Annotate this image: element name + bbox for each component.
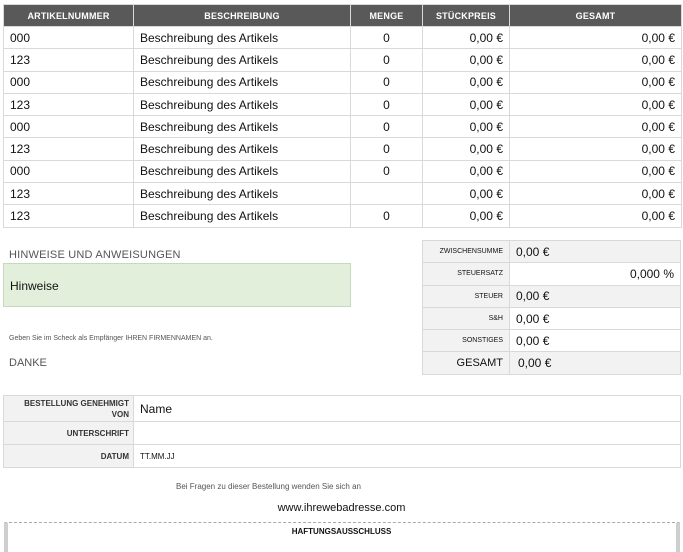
contact-line bbox=[0, 482, 683, 491]
item-description-cell[interactable]: Beschreibung des Artikels bbox=[134, 160, 351, 182]
item-unit-price-cell[interactable]: 0,00 € bbox=[423, 183, 510, 205]
table-row bbox=[4, 49, 682, 71]
date-row bbox=[4, 445, 681, 468]
contact-text: Bei Fragen zu dieser Bestellung wenden Sie sich an bbox=[176, 482, 361, 491]
approved-by-label: BESTELLUNG GENEHMIGT VON bbox=[4, 396, 134, 422]
item-number-cell[interactable]: 000 bbox=[4, 71, 134, 93]
item-quantity-cell[interactable]: 0 bbox=[351, 93, 423, 115]
shipping-value[interactable]: 0,00 € bbox=[510, 307, 681, 329]
date-field[interactable]: TT.MM.JJ bbox=[134, 445, 681, 468]
item-number-cell[interactable]: 123 bbox=[4, 93, 134, 115]
item-number-cell[interactable]: 123 bbox=[4, 205, 134, 227]
approved-by-row bbox=[4, 396, 681, 422]
tax-row bbox=[423, 285, 681, 307]
header-item-number: ARTIKELNUMMER bbox=[4, 5, 134, 27]
item-number-cell[interactable]: 123 bbox=[4, 183, 134, 205]
table-row bbox=[4, 205, 682, 227]
table-row bbox=[4, 183, 682, 205]
item-number-cell[interactable]: 000 bbox=[4, 116, 134, 138]
item-total-cell: 0,00 € bbox=[510, 27, 682, 49]
signature-field[interactable] bbox=[134, 422, 681, 445]
website-link[interactable]: www.ihrewebadresse.com bbox=[277, 502, 406, 514]
items-header-row bbox=[4, 5, 682, 27]
item-number-cell[interactable]: 000 bbox=[4, 160, 134, 182]
item-description-cell[interactable]: Beschreibung des Artikels bbox=[134, 116, 351, 138]
other-value[interactable]: 0,00 € bbox=[510, 330, 681, 352]
summary-table bbox=[422, 240, 681, 375]
item-quantity-cell[interactable]: 0 bbox=[351, 160, 423, 182]
table-row bbox=[4, 160, 682, 182]
approval-table bbox=[3, 395, 681, 468]
item-unit-price-cell[interactable]: 0,00 € bbox=[423, 116, 510, 138]
item-description-cell[interactable]: Beschreibung des Artikels bbox=[134, 49, 351, 71]
item-quantity-cell[interactable]: 0 bbox=[351, 116, 423, 138]
tax-label: STEUER bbox=[423, 285, 510, 307]
item-quantity-cell[interactable]: 0 bbox=[351, 27, 423, 49]
item-unit-price-cell[interactable]: 0,00 € bbox=[423, 71, 510, 93]
header-description: BESCHREIBUNG bbox=[134, 5, 351, 27]
other-label: SONSTIGES bbox=[423, 330, 510, 352]
grand-total-label: GESAMT bbox=[423, 352, 510, 374]
item-description-cell[interactable]: Beschreibung des Artikels bbox=[134, 93, 351, 115]
item-total-cell: 0,00 € bbox=[510, 71, 682, 93]
item-quantity-cell[interactable] bbox=[351, 183, 423, 205]
table-row bbox=[4, 116, 682, 138]
table-row bbox=[4, 27, 682, 49]
item-unit-price-cell[interactable]: 0,00 € bbox=[423, 205, 510, 227]
item-quantity-cell[interactable]: 0 bbox=[351, 49, 423, 71]
subtotal-value: 0,00 € bbox=[510, 241, 681, 263]
table-row bbox=[4, 93, 682, 115]
shipping-label: S&H bbox=[423, 307, 510, 329]
item-number-cell[interactable]: 123 bbox=[4, 138, 134, 160]
item-unit-price-cell[interactable]: 0,00 € bbox=[423, 27, 510, 49]
item-quantity-cell[interactable]: 0 bbox=[351, 71, 423, 93]
subtotal-label: ZWISCHENSUMME bbox=[423, 241, 510, 263]
item-quantity-cell[interactable]: 0 bbox=[351, 205, 423, 227]
approved-by-field[interactable]: Name bbox=[134, 396, 681, 422]
items-table bbox=[3, 4, 682, 228]
check-payee-note: Geben Sie im Scheck als Empfänger IHREN FIRMENNAMEN an. bbox=[9, 335, 213, 342]
signature-row bbox=[4, 422, 681, 445]
item-total-cell: 0,00 € bbox=[510, 160, 682, 182]
item-unit-price-cell[interactable]: 0,00 € bbox=[423, 160, 510, 182]
item-total-cell: 0,00 € bbox=[510, 205, 682, 227]
item-description-cell[interactable]: Beschreibung des Artikels bbox=[134, 183, 351, 205]
grand-total-value: 0,00 € bbox=[510, 352, 681, 374]
item-total-cell: 0,00 € bbox=[510, 93, 682, 115]
signature-label: UNTERSCHRIFT bbox=[4, 422, 134, 445]
tax-rate-row bbox=[423, 263, 681, 285]
item-description-cell[interactable]: Beschreibung des Artikels bbox=[134, 27, 351, 49]
item-number-cell[interactable]: 123 bbox=[4, 49, 134, 71]
shipping-row bbox=[423, 307, 681, 329]
other-row bbox=[423, 330, 681, 352]
item-unit-price-cell[interactable]: 0,00 € bbox=[423, 49, 510, 71]
item-total-cell: 0,00 € bbox=[510, 183, 682, 205]
grand-total-row bbox=[423, 352, 681, 374]
tax-value: 0,00 € bbox=[510, 285, 681, 307]
header-total: GESAMT bbox=[510, 5, 682, 27]
tax-rate-label: STEUERSATZ bbox=[423, 263, 510, 285]
tax-rate-value[interactable]: 0,000 % bbox=[510, 263, 681, 285]
thanks-text: DANKE bbox=[9, 357, 47, 369]
notes-heading: HINWEISE UND ANWEISUNGEN bbox=[9, 249, 181, 261]
subtotal-row bbox=[423, 241, 681, 263]
item-total-cell: 0,00 € bbox=[510, 138, 682, 160]
item-total-cell: 0,00 € bbox=[510, 116, 682, 138]
item-description-cell[interactable]: Beschreibung des Artikels bbox=[134, 138, 351, 160]
item-number-cell[interactable]: 000 bbox=[4, 27, 134, 49]
item-unit-price-cell[interactable]: 0,00 € bbox=[423, 138, 510, 160]
date-label: DATUM bbox=[4, 445, 134, 468]
notes-box[interactable]: Hinweise bbox=[3, 263, 351, 307]
item-description-cell[interactable]: Beschreibung des Artikels bbox=[134, 205, 351, 227]
item-description-cell[interactable]: Beschreibung des Artikels bbox=[134, 71, 351, 93]
item-total-cell: 0,00 € bbox=[510, 49, 682, 71]
disclaimer-title: HAFTUNGSAUSSCHLUSS bbox=[291, 527, 392, 536]
table-row bbox=[4, 71, 682, 93]
table-row bbox=[4, 138, 682, 160]
header-quantity: MENGE bbox=[351, 5, 423, 27]
item-quantity-cell[interactable]: 0 bbox=[351, 138, 423, 160]
item-unit-price-cell[interactable]: 0,00 € bbox=[423, 93, 510, 115]
header-unit-price: STÜCKPREIS bbox=[423, 5, 510, 27]
